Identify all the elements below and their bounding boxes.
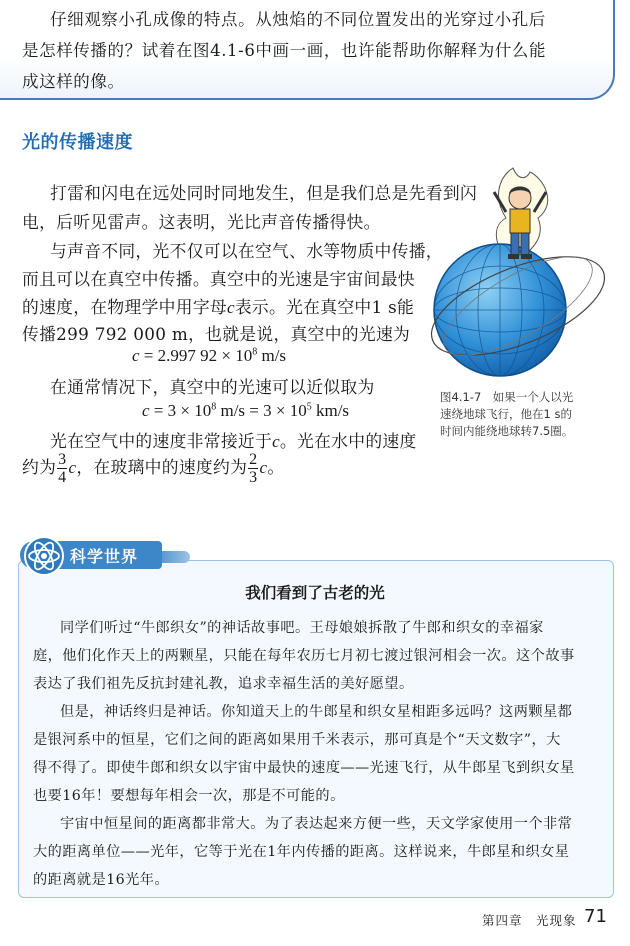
formula-value: m/s = 3 × 10	[216, 401, 307, 420]
footer-chapter: 第四章 光现象	[482, 913, 577, 928]
body-p3-line1: 在通常情况下，真空中的光速可以近似取为	[50, 377, 375, 397]
text-run: 约为	[22, 457, 57, 477]
science-line: 的距离就是16光年。	[33, 872, 170, 888]
science-line: 但是，神话终归是神话。你知道天上的牛郎星和织女星相距多远吗？这两颗星都	[60, 704, 573, 720]
intro-line-1: 仔细观察小孔成像的特点。从烛焰的不同位置发出的光穿过小孔后	[50, 10, 546, 29]
formula-unit: km/s	[311, 401, 350, 420]
text-run: 的速度，在物理学中用字母	[22, 297, 227, 317]
body-p2-line3	[22, 294, 414, 318]
science-world-title: 我们看到了古老的光	[245, 584, 385, 602]
formula-exponent: 8	[252, 346, 258, 358]
science-line: 同学们听过“牛郎织女”的神话故事吧。王母娘娘拆散了牛郎和织女的幸福家	[60, 620, 544, 636]
formula-symbol: c	[142, 401, 150, 420]
intro-line-3: 成这样的像。	[22, 72, 125, 91]
section-heading: 光的传播速度	[22, 132, 133, 153]
formula-value: = 2.997 92 × 10	[143, 346, 253, 365]
speed-symbol: c	[272, 432, 280, 451]
science-line: 也要16年！要想每年相会一次，那是不可能的。	[33, 788, 345, 804]
text-run: ，在玻璃中的速度约为	[76, 457, 248, 477]
fraction-denominator: 3	[249, 469, 258, 486]
fraction-numerator: 2	[249, 451, 258, 468]
fraction-numerator: 3	[58, 451, 67, 468]
fraction-denominator: 4	[58, 469, 67, 486]
page-number: 71	[584, 906, 607, 927]
atom-icon	[22, 535, 66, 577]
science-line: 表达了我们祖先反抗封建礼教，追求幸福生活的美好愿望。	[33, 676, 414, 692]
figure-caption	[440, 389, 620, 440]
body-p2-line4: 传播299 792 000 m，也就是说，真空中的光速为	[22, 324, 411, 344]
science-line: 是银河系中的恒星，它们之间的距离如果用千米表示，那可真是个“天文数字”，大	[33, 732, 561, 748]
fraction-two-thirds	[248, 451, 258, 486]
formula-light-speed-approx	[142, 401, 349, 421]
body-p1-line2: 电，后听见雷声。这表明，光比声音传播得快。	[22, 212, 381, 232]
formula-value: = 3 × 10	[153, 401, 212, 420]
science-line: 得不得了。即使牛郎和织女以宇宙中最快的速度——光速飞行，从牛郎星飞到织女星	[33, 760, 575, 776]
speed-symbol: c	[259, 458, 268, 477]
formula-light-speed-exact	[132, 346, 286, 366]
formula-exponent: 5	[306, 401, 312, 413]
body-p2-line2: 而且可以在真空中传播。真空中的光速是宇宙间最快	[22, 269, 415, 289]
caption-line: 时间内能绕地球转7.5圈。	[440, 424, 574, 438]
body-p2-line1: 与声音不同，光不仅可以在空气、水等物质中传播，	[50, 241, 443, 261]
intro-line-2: 是怎样传播的？试着在图4.1-6中画一画，也许能帮助你解释为什么能	[22, 41, 547, 60]
body-p4-line2	[22, 447, 284, 488]
formula-unit: m/s	[257, 346, 287, 365]
science-line: 宇宙中恒星间的距离都非常大。为了表达起来方便一些，天文学家使用一个非常	[60, 816, 573, 832]
body-p1-line1: 打雷和闪电在远处同时同地发生，但是我们总是先看到闪	[50, 183, 478, 203]
speed-symbol: c	[226, 298, 235, 317]
globe-flight-illustration	[418, 158, 618, 383]
science-line: 大的距离单位——光年，它等于光在1年内传播的距离。这样说来，牛郎星和织女星	[33, 844, 570, 860]
caption-line: 速绕地球飞行，他在1 s的	[440, 407, 572, 421]
caption-line: 图4.1-7 如果一个人以光	[440, 390, 574, 404]
text-run: 表示。光在真空中1 s能	[234, 297, 415, 317]
fraction-three-quarters	[57, 451, 67, 486]
speed-symbol: c	[68, 458, 77, 477]
text-run: 。光在水中的速度	[279, 431, 417, 451]
formula-exponent: 8	[211, 401, 217, 413]
science-line: 庭，他们化作天上的两颗星，只能在每年农历七月初七渡过银河相会一次。这个故事	[33, 648, 575, 664]
formula-symbol: c	[132, 346, 140, 365]
text-run: 。	[267, 457, 285, 477]
science-world-label: 科学世界	[70, 547, 139, 566]
text-run: 光在空气中的速度非常接近于	[50, 431, 273, 451]
